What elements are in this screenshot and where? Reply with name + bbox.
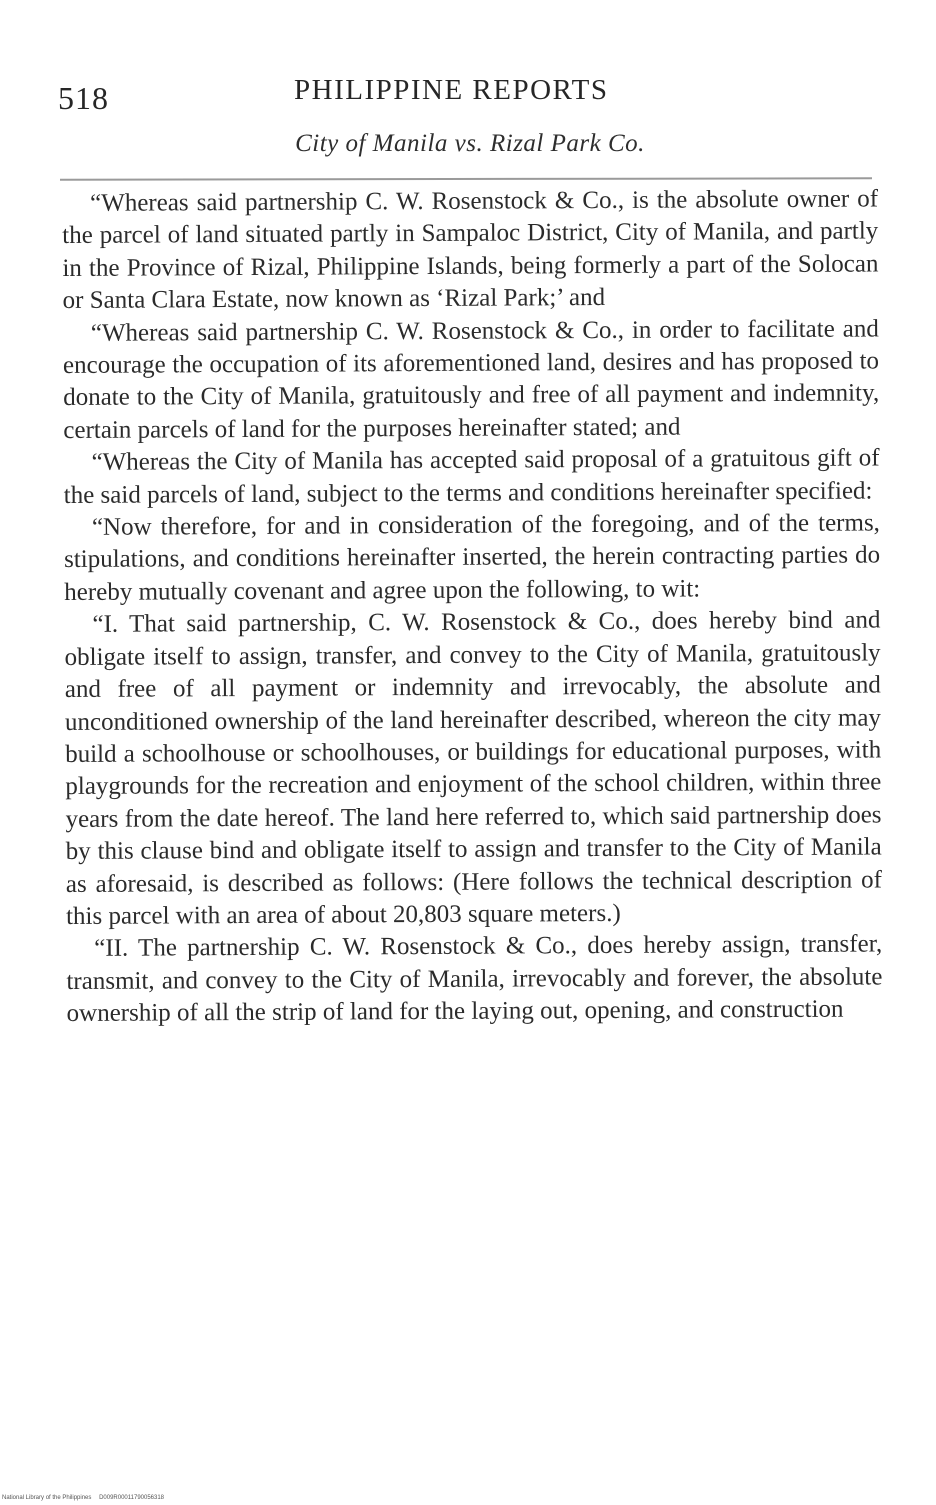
footer-identifier: D009R00011790056318 xyxy=(99,1495,165,1501)
paragraph-now-therefore: “Now therefore, for and in consideration of the foregoing, and of the terms, stipulations, and conditions hereinafter inserted, the herein contracting parties do hereby mutually covenant and agree upon the following, to wit: xyxy=(64,509,881,606)
paragraph-whereas-owner: “Whereas said partnership C. W. Rosenstock & Co., is the absolute owner of the parcel of land situated partly in Sampaloc District, City of Manila, and partly in the Province of Rizal, Philippine Islands, being formerly a part of the Solocan or Santa Clara Estate, now known as ‘Rizal Park;’ and xyxy=(62,185,879,315)
paragraph-whereas-accepted: “Whereas the City of Manila has accepted said proposal of a gratuitous gift of the said parcels of land, subject to the terms and conditions hereinafter specified: xyxy=(63,444,880,509)
paragraph-whereas-donate: “Whereas said partnership C. W. Rosenstock & Co., in order to facilitate and encourage the occupation of its aforementioned land, desires and has proposed to donate to the City of Manila, gratuitously and free of all payment and indemnity, certain parcels of land for the purposes hereinafter stated; and xyxy=(62,315,880,444)
paragraph-clause-one: “I. That said partnership, C. W. Rosenstock & Co., does hereby bind and obligate itself to assign, transfer, and convey to the City of Manila, gratuitously and free of all payment or indemnity and irrevocably, the absolute and unconditioned ownership of the land hereinafter described, whereon the city may build a schoolhouse or schoolhouses, or buildings for educational purposes, with playgrounds for the recreation and enjoyment of the school children, within three years from the date hereof. The land here referred to, which said partnership does by this clause bind and obligate itself to assign and transfer to the City of Manila as aforesaid, is described as follows: (Here follows the technical description of this parcel with an area of about 20,803 square meters.) xyxy=(64,606,882,930)
paragraph-clause-two: “II. The partnership C. W. Rosenstock & Co., does hereby assign, transfer, transmit, and convey to the City of Manila, irrevocably and forever, the absolute ownership of all the strip of land for the laying out, opening, and construction xyxy=(66,930,883,1028)
header-divider xyxy=(60,177,872,180)
page-number: 518 xyxy=(58,80,109,116)
footer-library: National Library of the Philippines xyxy=(2,1495,92,1501)
body-text xyxy=(62,183,883,1030)
running-head: PHILIPPINE REPORTS xyxy=(294,74,609,106)
case-title: City of Manila vs. Rizal Park Co. xyxy=(295,130,645,157)
scan-footer xyxy=(2,1495,164,1501)
